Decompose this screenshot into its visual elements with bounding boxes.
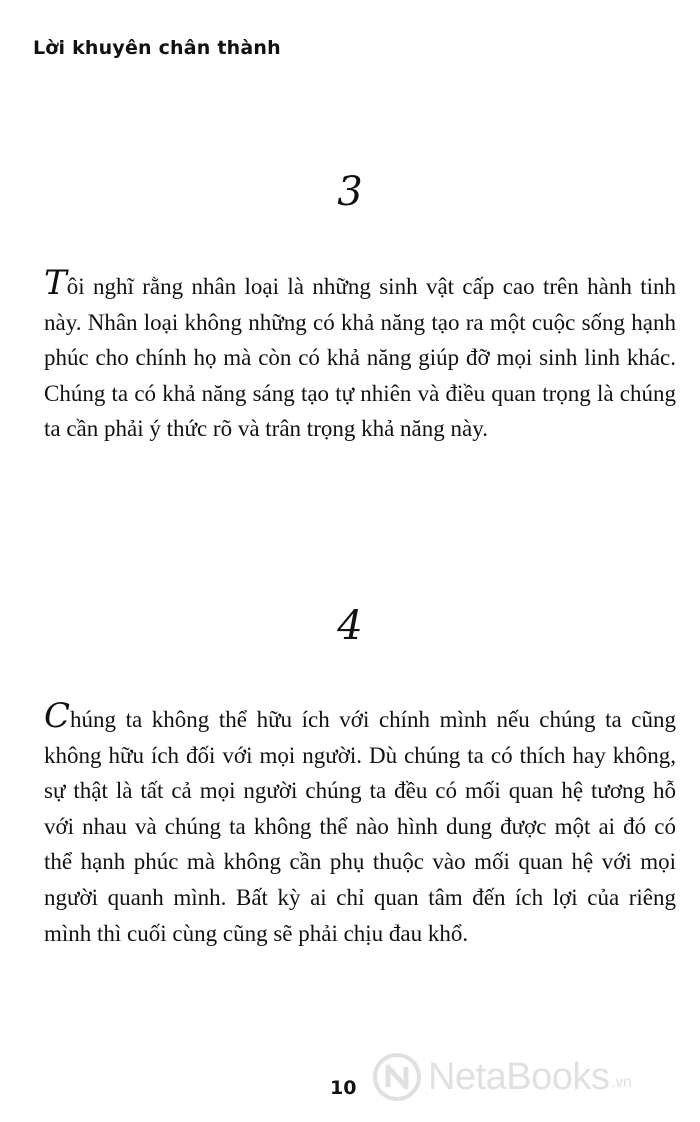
running-header-title: Lời khuyên chân thành (33, 37, 281, 59)
netabooks-logo-icon (372, 1052, 422, 1102)
watermark-text: NetaBooks (428, 1055, 610, 1098)
section-3-paragraph (44, 263, 676, 447)
section-number-4: 4 (337, 603, 363, 649)
dropcap-letter: C (44, 696, 71, 736)
page-number: 10 (330, 1077, 357, 1099)
dropcap-letter: T (44, 263, 67, 303)
section-4-text: húng ta không thể hữu ích với chính mình nếu chúng ta cũng không hữu ích đối với mọi người. Dù chúng ta có thích hay không, sự thật là tất cả mọi người chúng ta đều có mối quan hệ tương hỗ với nhau và chúng ta không thể nào hình dung được một ai đó có thể hạnh phúc mà không cần phụ thuộc vào mối quan hệ với mọi người quanh mình. Bất kỳ ai chỉ quan tâm đến ích lợi của riêng mình thì cuối cùng cũng sẽ phải chịu đau khổ. (44, 707, 676, 946)
section-4-paragraph (44, 696, 676, 951)
section-number-3: 3 (337, 169, 363, 215)
watermark-suffix: .vn (611, 1074, 632, 1091)
section-3-text: ôi nghĩ rằng nhân loại là những sinh vật cấp cao trên hành tinh này. Nhân loại không những có khả năng tạo ra một cuộc sống hạnh phúc cho chính họ mà còn có khả năng giúp đỡ mọi sinh linh khác. Chúng ta có khả năng sáng tạo tự nhiên và điều quan trọng là chúng ta cần phải ý thức rõ và trân trọng khả năng này. (44, 274, 676, 442)
watermark (372, 1052, 631, 1102)
